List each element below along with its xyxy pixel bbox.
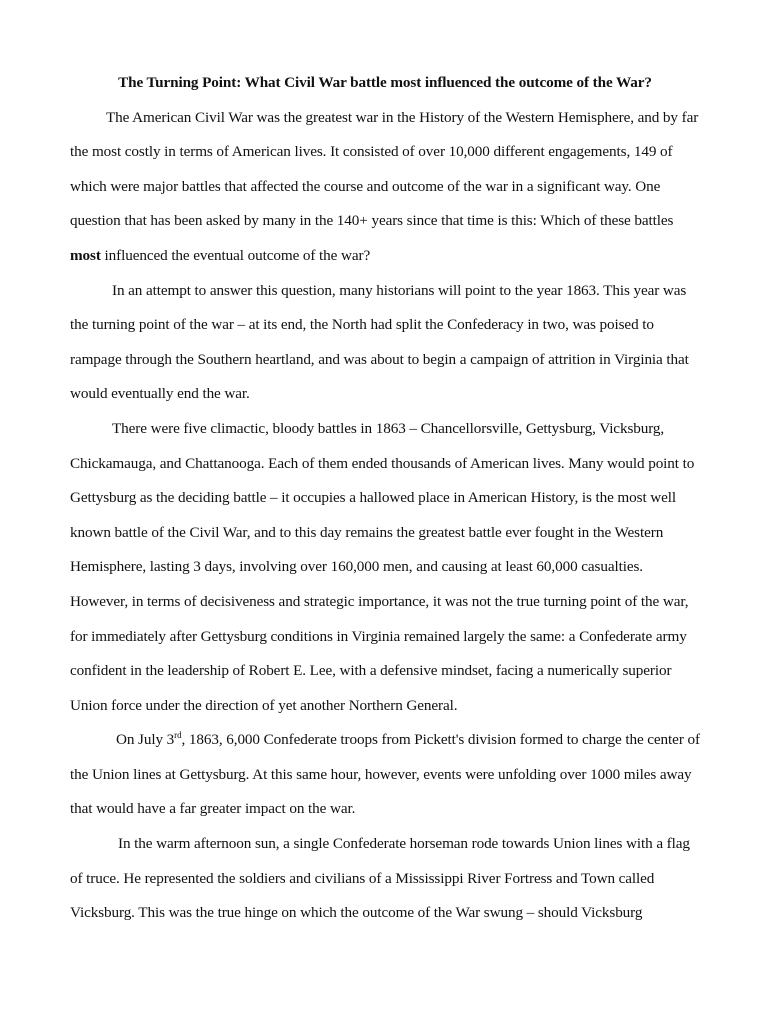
paragraph-5: In the warm afternoon sun, a single Confederate horseman rode towards Union lines with a flag of truce. He represented the soldiers and civilians of a Mississippi River Fortress and Town called Vicksburg. This was the true hinge on which the outcome of the War swung – should Vicksburg xyxy=(70,835,690,922)
paragraph-1 xyxy=(70,101,700,274)
paragraph-4-text-start: On July 3 xyxy=(116,731,175,749)
paragraph-3: There were five climactic, bloody battles in 1863 – Chancellorsville, Gettysburg, Vicksburg, Chickamauga, and Chattanooga. Each of them ended thousands of American lives. Many would point to Gettysburg as the deciding battle – it occupies a hallowed place in American History, is the most well known battle of the Civil War, and to this day remains the greatest battle ever fought in the Western Hemisphere, lasting 3 days, involving over 160,000 men, and causing at least 60,000 casualties. However, in terms of decisiveness and strategic importance, it was not the true turning point of the war, for immediately after Gettysburg conditions in Virginia remained largely the same: a Confederate army confident in the leadership of Robert E. Lee, with a defensive mindset, facing a numerically superior Union force under the direction of yet another Northern General. xyxy=(70,419,695,714)
paragraph-4 xyxy=(70,723,700,827)
paragraph-2: In an attempt to answer this question, many historians will point to the year 1863. This year was the turning point of the war – at its end, the North had split the Confederacy in two, was poised to rampage through the Southern heartland, and was about to begin a campaign of attrition in Virginia that would eventually end the war. xyxy=(70,281,689,403)
paragraph-4-text-end: , 1863, 6,000 Confederate troops from Pickett's division formed to charge the center of the Union lines at Gettysburg. At this same hour, however, events were unfolding over 1000 miles away that would have a far greater impact on the war. xyxy=(70,731,700,818)
paragraph-4-ordinal-suffix: rd xyxy=(174,730,182,741)
document-body xyxy=(70,66,700,931)
paragraph-1-text-end: influenced the eventual outcome of the war? xyxy=(100,246,371,264)
document-title: The Turning Point: What Civil War battle most influenced the outcome of the War? xyxy=(118,74,652,91)
paragraph-1-emphasis: most xyxy=(70,246,101,264)
paragraph-1-text-start: The American Civil War was the greatest war in the History of the Western Hemisphere, and by far the most costly in terms of American lives. It consisted of over 10,000 different engagements, 149 of which were major battles that affected the course and outcome of the war in a significant way. One question that has been asked by many in the 140+ years since that time is this: Which of these battles xyxy=(70,108,699,230)
